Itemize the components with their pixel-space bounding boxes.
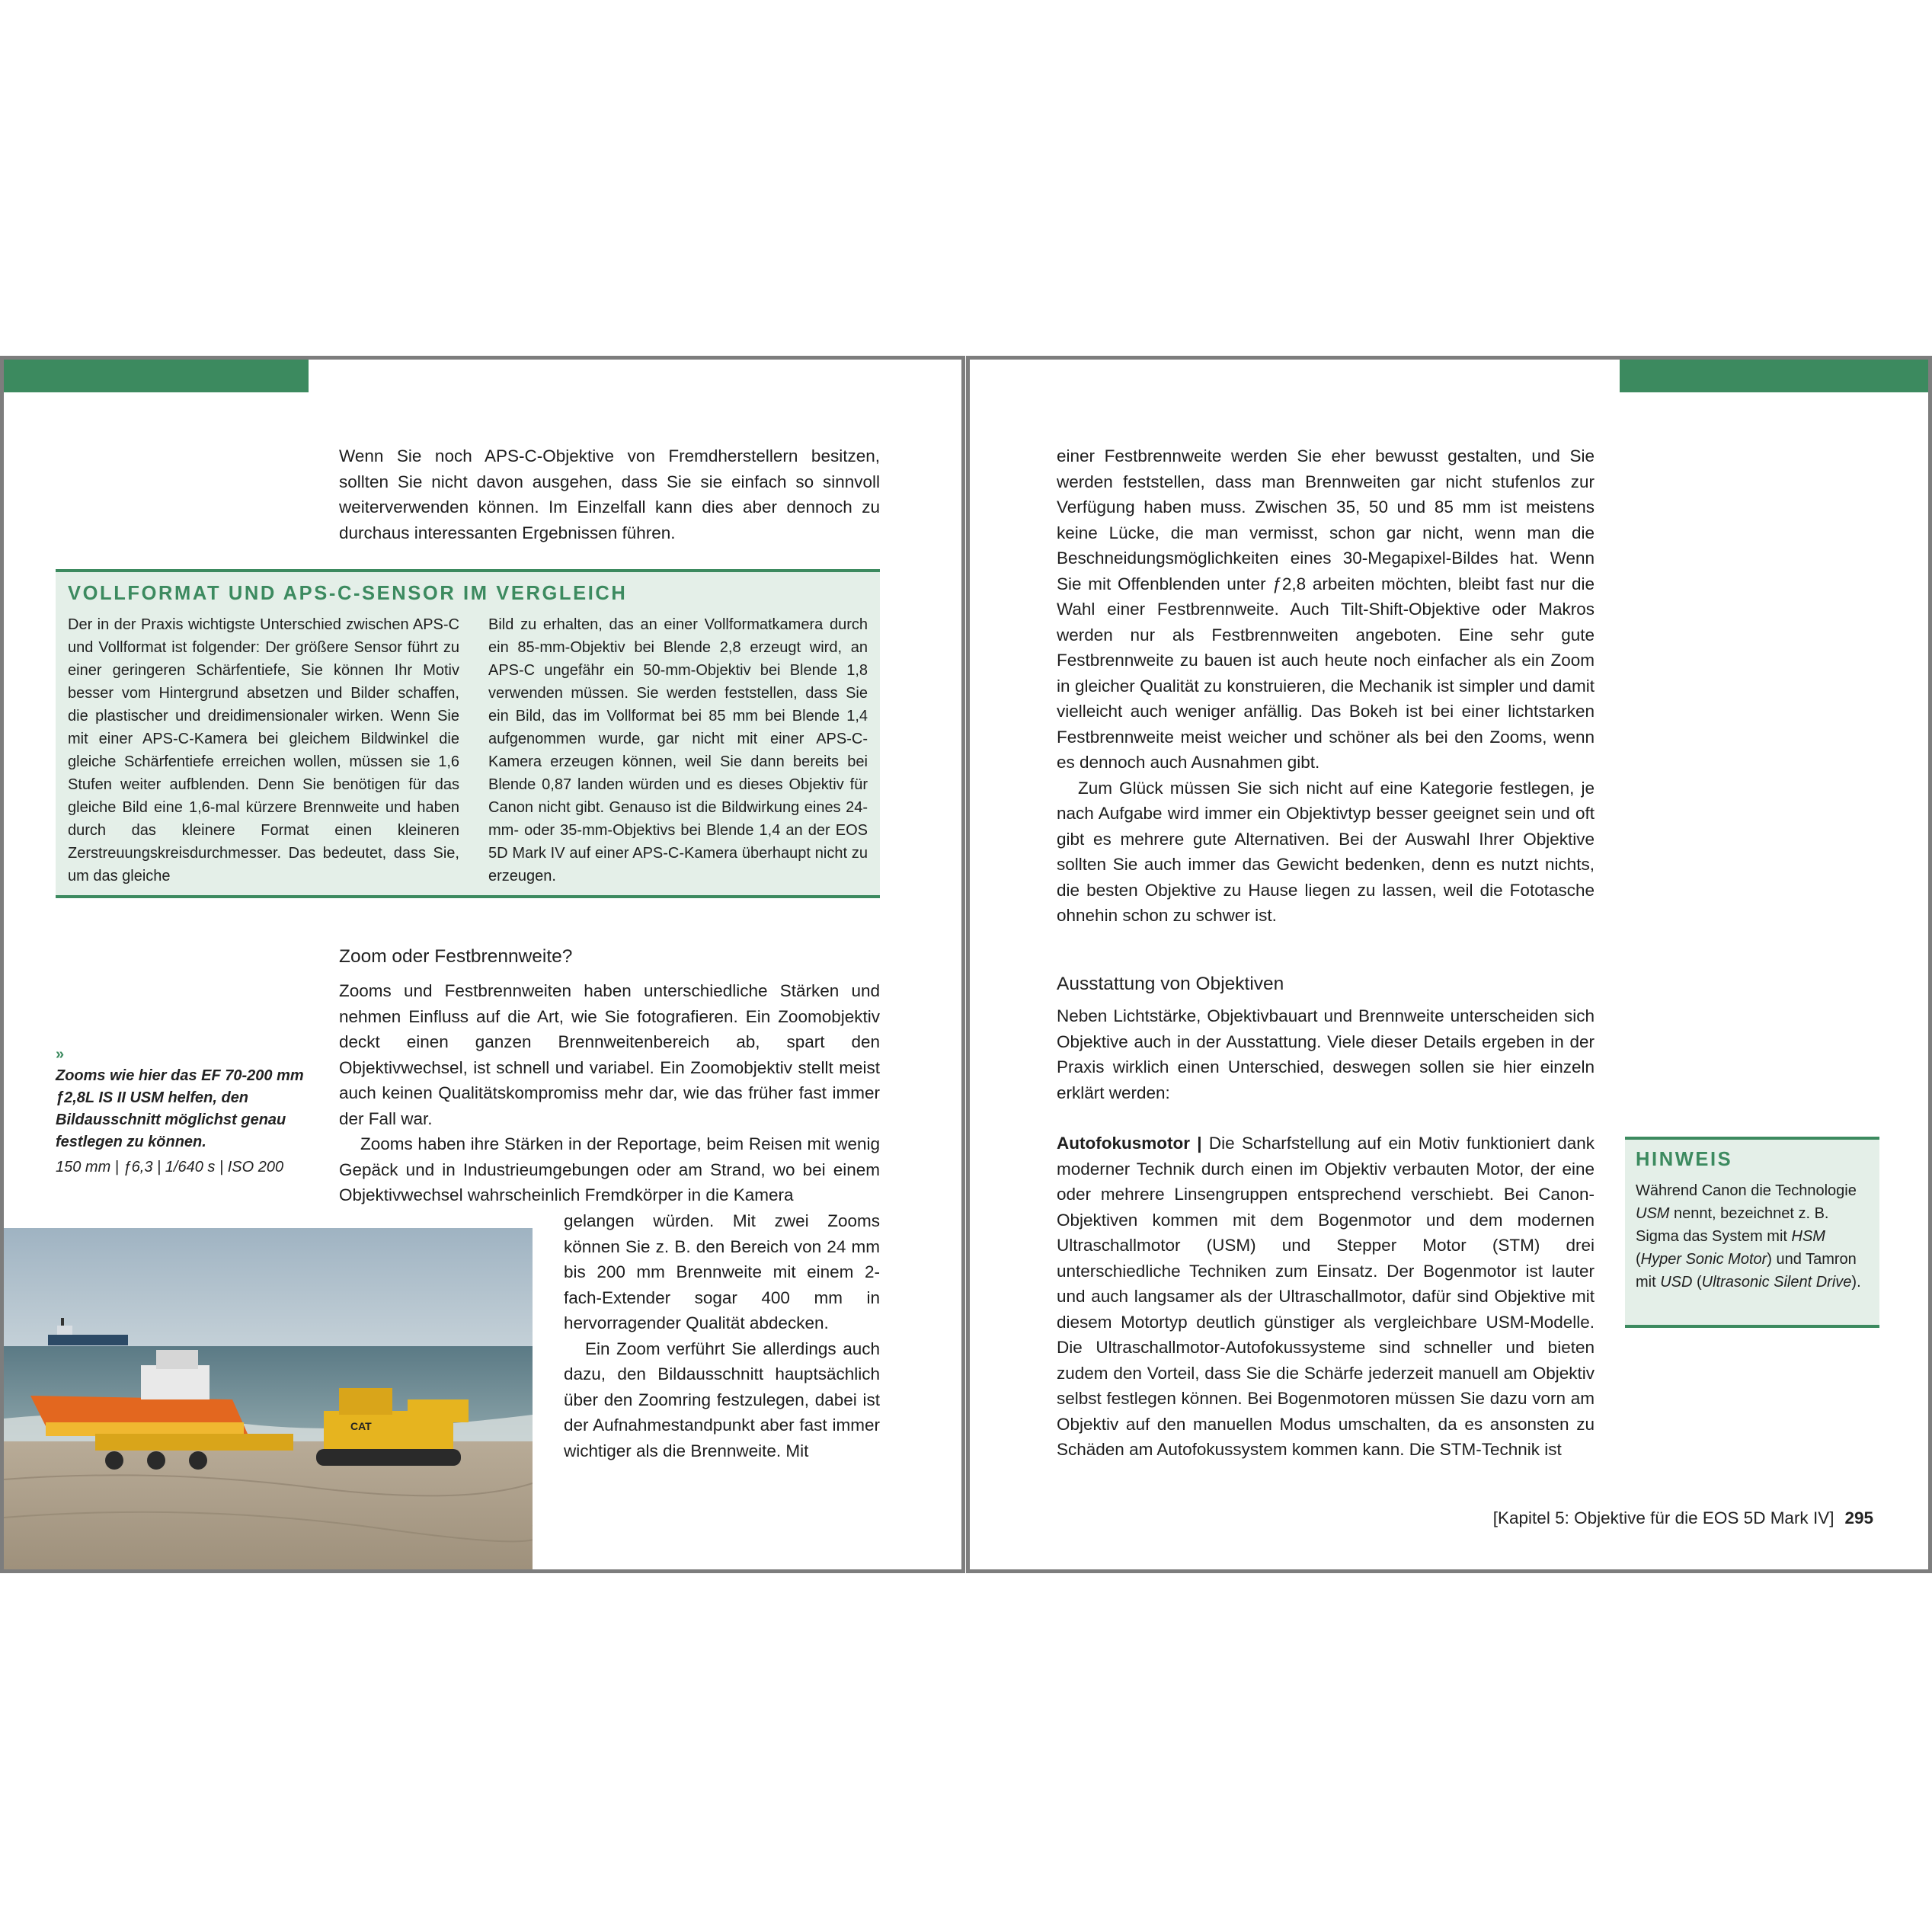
body-paragraph: Zooms haben ihre Stärken in der Reportage, beim Reisen mit wenig Gepäck und in Industrieumgebungen oder am Strand, wo bei einem Objektivwechsel wahrscheinlich Fremdkörper in die Kamera (339, 1134, 880, 1204)
caption-exif: 150 mm | ƒ6,3 | 1/640 s | ISO 200 (56, 1159, 284, 1176)
chapter-tab (1620, 360, 1928, 392)
caption-marker-icon: » (56, 1046, 65, 1063)
caption-text: Zooms wie hier das EF 70-200 mm ƒ2,8L IS II USM helfen, den Bildausschnitt möglichst genau festlegen zu können. (56, 1067, 304, 1150)
body-paragraph: Ein Zoom verführt Sie allerdings auch dazu, den Bildausschnitt hauptsächlich über den Zoomring festzulegen, dabei ist der Aufnahmestandpunkt aber fast immer wichtiger als die Brennweite. Mit (564, 1339, 880, 1460)
left-page (0, 356, 965, 1573)
body-paragraph: gelangen würden. Mit zwei Zooms können Sie z. B. den Bereich von 24 mm bis 200 mm Brennweite mit einem 2-fach-Extender sogar 400 mm in hervorragender Qualität abdecken. (564, 1211, 880, 1332)
autofocus-paragraph (1057, 1131, 1595, 1463)
section-heading: Ausstattung von Objektiven (1057, 974, 1284, 994)
page-footer (1493, 1508, 1873, 1528)
right-page (966, 356, 1932, 1573)
hint-title: HINWEIS (1636, 1149, 1733, 1170)
info-box (56, 569, 880, 898)
body-paragraph: Zooms und Festbrennweiten haben unterschiedliche Stärken und nehmen Einfluss auf die Art, wie Sie fotografieren. Ein Zoomobjektiv deckt einen ganzen Brennweitenbereich ab, spart den Objektivwechsel, ist schnell und variabel. Ein Zoomobjektiv stellt meist auch keinen Qualitätskompromiss mehr dar, wie das früher fast immer der Fall war. (339, 981, 880, 1128)
beach-photo (4, 1228, 533, 1573)
photo-caption (56, 1047, 307, 1179)
page-number: 295 (1844, 1508, 1873, 1527)
info-box-column-1: Der in der Praxis wichtigste Unterschied zwischen APS-C und Vollformat ist folgender: Der größere Sensor führt zu einer geringeren Schärfentiefe, Sie können Ihr Motiv besser vom Hintergrund absetzen und Bilder schaffen, die plastischer und dreidimensionaler wirken. Wenn Sie mit einer APS-C-Kamera bei gleichem Bildwinkel die gleiche Schärfentiefe erreichen wollen, müssen sie 1,6 Stufen weiter aufblenden. Denn Sie benötigen für das gleiche Bild eine 1,6-mal kürzere Brennweite und haben durch das kleinere Format einen kleineren Zerstreuungskreisdurchmesser. Das bedeutet, dass Sie, um das gleiche (68, 616, 459, 884)
chapter-reference: [Kapitel 5: Objektive für die EOS 5D Mark IV] (1492, 1508, 1834, 1527)
hint-body: Während Canon die Technologie USM nennt, bezeichnet z. B. Sigma das System mit HSM (Hyper Sonic Motor) und Tamron mit USD (Ultrasonic Silent Drive). (1636, 1182, 1861, 1291)
intro-paragraph: Wenn Sie noch APS-C-Objektive von Fremdherstellern besitzen, sollten Sie nicht davon ausgehen, dass Sie sie einfach so sinnvoll weiterverwenden können. Im Einzelfall kann dies aber dennoch zu durchaus interessanten Ergebnissen führen. (339, 446, 880, 542)
body-paragraph: Zum Glück müssen Sie sich nicht auf eine Kategorie festlegen, je nach Aufgabe wird immer ein Objektivtyp besser geeignet sein und oft gibt es mehrere gute Alternativen. Bei der Auswahl Ihrer Objektive sollten Sie auch immer das Gewicht bedenken, denn es nutzt nichts, die besten Objektive zu Hause liegen zu lassen, weil die Fototasche ohnehin schon zu schwer ist. (1057, 778, 1595, 925)
body-paragraph: einer Festbrennweite werden Sie eher bewusst gestalten, und Sie werden feststellen, dass man Brennweiten gar nicht stufenlos zur Verfügung haben muss. Zwischen 35, 50 und 85 mm ist meistens keine Lücke, die man vermisst, schon gar nicht, wenn man die Beschneidungsmöglichkeiten eines 30-Megapixel-Bildes hat. Wenn Sie mit Offenblenden unter ƒ2,8 arbeiten möchten, bleibt fast nur die Wahl einer Festbrennweite. Auch Tilt-Shift-Objektive oder Makros werden nur als Festbrennweiten angeboten. Eine sehr gute Festbrennweite zu bauen ist auch heute noch einfacher als ein Zoom in gleicher Qualität zu konstruieren, die Mechanik ist simpler und damit vielleicht auch weniger anfällig. Das Bokeh ist bei einer lichtstarken Festbrennweite meist weicher und schöner als bei den Zooms, wenn es dennoch auch Ausnahmen gibt. (1057, 446, 1595, 772)
autofocus-label: Autofokusmotor | (1057, 1134, 1202, 1153)
autofocus-text: Die Scharfstellung auf ein Motiv funktioniert dank moderner Technik durch einen im Objektiv verbauten Motor, der eine oder mehrere Linsengruppen entsprechend verschiebt. Bei Canon-Objektiven kommen mit dem Bogenmotor und dem modernen Ultraschallmotor (USM) und Stepper Motor (STM) drei unterschiedliche Techniken zum Einsatz. Der Bogenmotor ist lauter und auch langsamer als der Ultraschallmotor, dafür sind Objektive mit diesem Motortyp deutlich günstiger als vergleichbare USM-Modelle. Die Ultraschallmotor-Autofokussysteme sind schneller und bieten zudem den Vorteil, dass Sie die Schärfe jederzeit manuell am Objektiv selbst festlegen können. Bei Bogenmotoren müssen Sie dazu vorn am Objektiv auf den manuellen Modus umschalten, da es ansonsten zu Schäden am Autofokussystem kommen kann. Die STM-Technik ist (1057, 1134, 1595, 1459)
section-intro: Neben Lichtstärke, Objektivbauart und Brennweite unterscheiden sich Objektive auch in der Ausstattung. Viele dieser Details ergeben in der Praxis wirklich einen Unterschied, deswegen sollen sie hier einzeln erklärt werden: (1057, 1006, 1595, 1102)
info-box-column-2: Bild zu erhalten, das an einer Vollformatkamera durch ein 85-mm-Objektiv bei Blende 2,8 erzeugt wird, an APS-C ungefähr ein 50-mm-Objektiv bei Blende 1,8 verwenden müssen. Sie werden feststellen, dass Sie ein Bild, das im Vollformat bei 85 mm bei Blende 1,4 aufgenommen wurde, gar nicht mit einer APS-C-Kamera erzeugen können, weil Sie dann bereits bei Blende 0,87 landen würden und es dieses Objektiv für Canon nicht gibt. Genauso ist die Bildwirkung eines 24-mm- oder 35-mm-Objektivs bei Blende 1,4 an der EOS 5D Mark IV auf einer APS-C-Kamera überhaupt nicht zu erzeugen. (488, 616, 868, 884)
chapter-tab (4, 360, 309, 392)
body-text (339, 978, 880, 1208)
svg-text:CAT: CAT (350, 1420, 372, 1432)
info-box-title: VOLLFORMAT UND APS-C-SENSOR IM VERGLEICH (68, 583, 628, 604)
body-text (1057, 443, 1595, 929)
section-heading: Zoom oder Festbrennweite? (339, 946, 573, 967)
hint-box (1625, 1137, 1879, 1328)
body-text-narrow (564, 1208, 880, 1463)
